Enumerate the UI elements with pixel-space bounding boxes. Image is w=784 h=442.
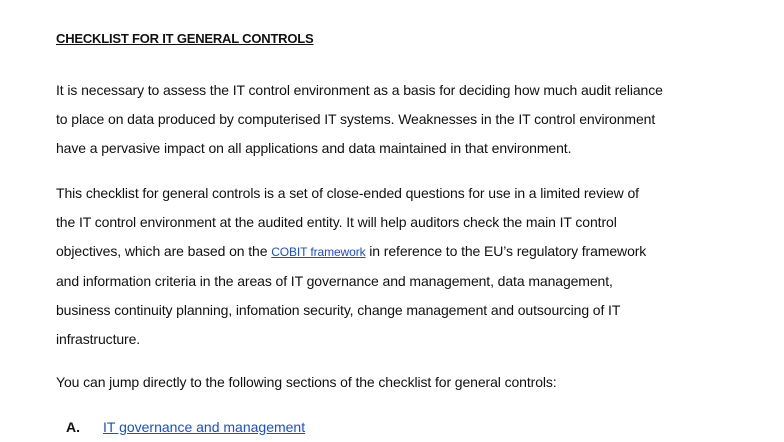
paragraph-line: and information criteria in the areas of IT governance and management, data management, xyxy=(56,273,613,289)
section-list-item xyxy=(66,413,305,442)
cobit-framework-link[interactable]: COBIT framework xyxy=(271,245,366,259)
paragraph-line xyxy=(56,237,646,267)
paragraph-line: business continuity planning, infomation security, change management and outsourcing of IT xyxy=(56,302,621,318)
jump-intro-paragraph: You can jump directly to the following sections of the checklist for general controls: xyxy=(56,374,557,390)
paragraph-text: in reference to the EU’s regulatory framework xyxy=(365,243,647,259)
section-link-it-governance[interactable]: IT governance and management xyxy=(103,419,306,435)
paragraph-line: to place on data produced by computerised IT systems. Weaknesses in the IT control environment xyxy=(56,111,656,127)
paragraph-line: have a pervasive impact on all applications and data maintained in that environment. xyxy=(56,140,572,156)
paragraph-text: objectives, which are based on the xyxy=(56,243,272,259)
intro-paragraph xyxy=(56,76,663,163)
document-title: CHECKLIST FOR IT GENERAL CONTROLS xyxy=(56,31,314,46)
paragraph-line: infrastructure. xyxy=(56,331,141,347)
section-marker: A. xyxy=(66,419,80,435)
paragraph-line: This checklist for general controls is a set of close-ended questions for use in a limited review of xyxy=(56,185,639,201)
paragraph-line: the IT control environment at the audited entity. It will help auditors check the main IT control xyxy=(56,214,617,230)
paragraph-line: It is necessary to assess the IT control environment as a basis for deciding how much audit reliance xyxy=(56,82,663,98)
checklist-description-paragraph xyxy=(56,179,646,354)
